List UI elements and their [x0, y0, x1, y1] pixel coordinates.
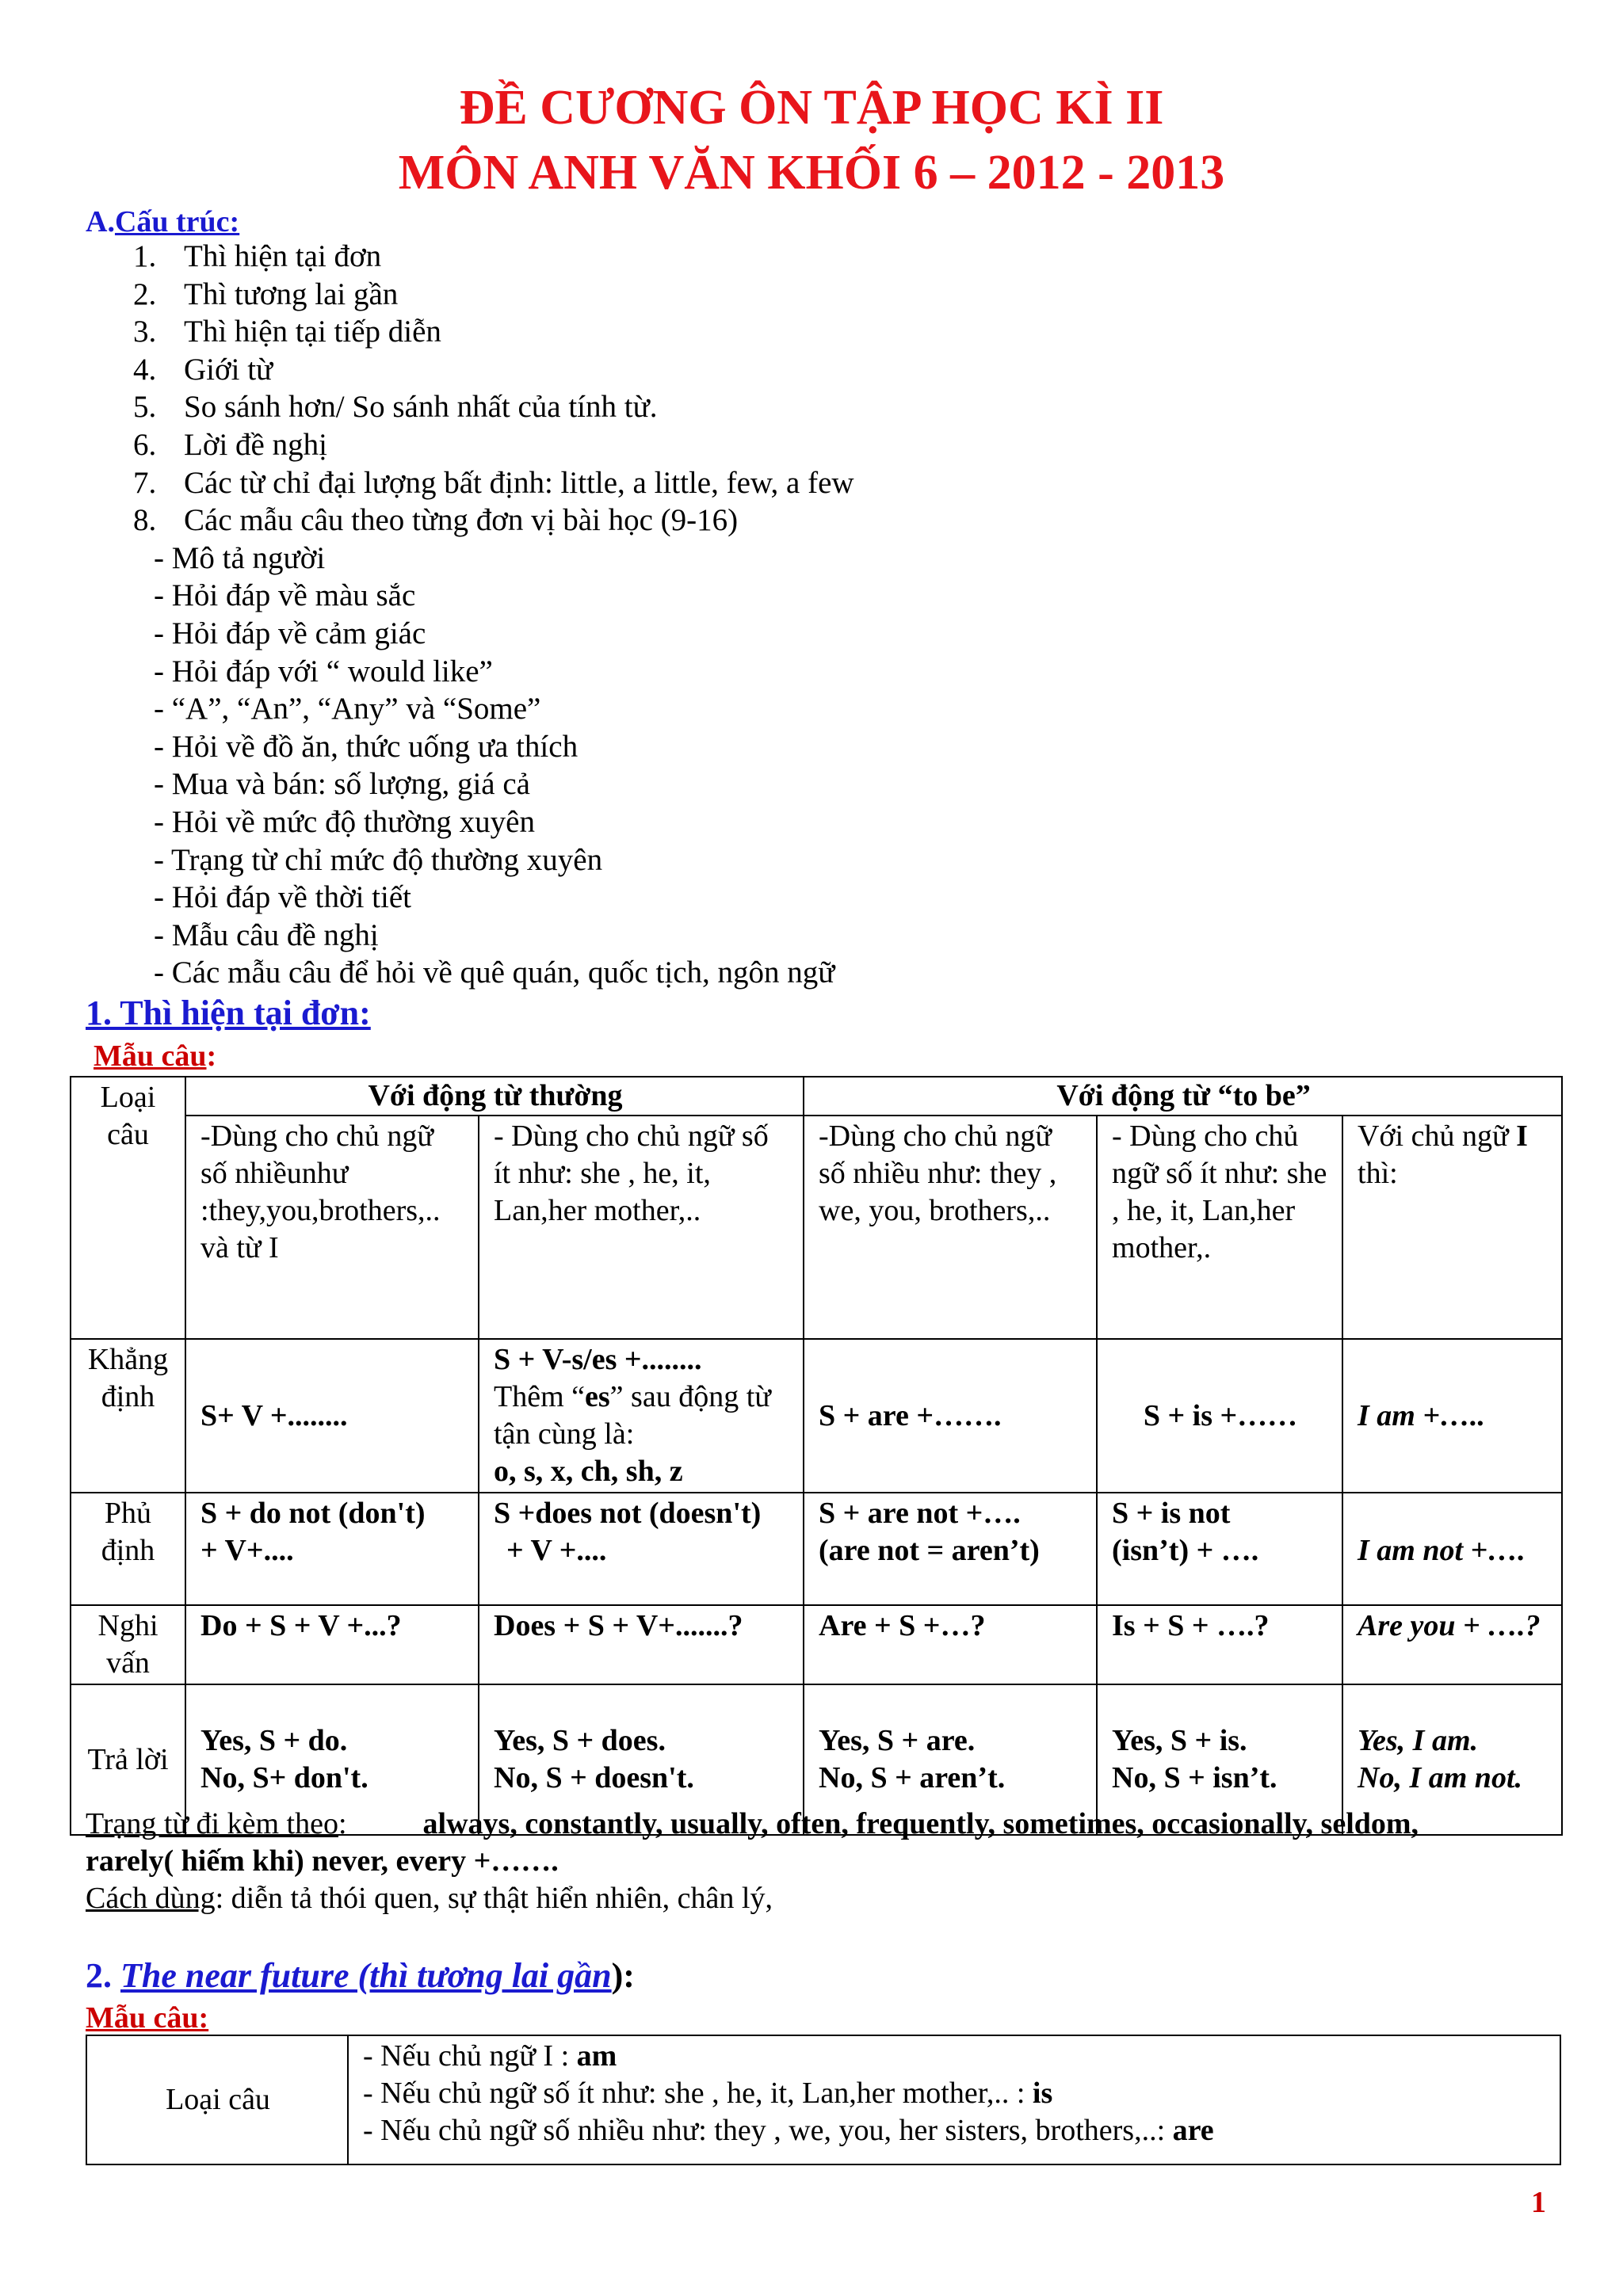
list-item: - Hỏi về đồ ăn, thức uống ưa thích	[154, 729, 579, 764]
table-cell: Does + S + V+.......?	[479, 1605, 804, 1684]
table-cell: Phủ định	[71, 1493, 185, 1605]
table-cell: S +does not (doesn't) + V +....	[479, 1493, 804, 1605]
list-item: - Hỏi đáp về màu sắc	[154, 578, 416, 613]
doc-title-line2: MÔN ANH VĂN KHỐI 6 – 2012 - 2013	[398, 146, 1225, 200]
table-cell: Yes, I am. No, I am not.	[1342, 1684, 1562, 1835]
list-item: - Mô tả người	[154, 540, 326, 575]
table-cell: I am not +….	[1342, 1493, 1562, 1605]
table-header-tobe: Với động từ “to be”	[804, 1077, 1562, 1116]
table-cell: Loại câu	[71, 1077, 185, 1339]
section1-heading: 1. Thì hiện tại đơn:	[86, 994, 371, 1032]
table-cell: Yes, S + is. No, S + isn’t.	[1097, 1684, 1342, 1835]
list-item: - Các mẫu câu để hỏi về quê quán, quốc tịch, ngôn ngữ	[154, 955, 835, 990]
table-cell: S + is +……	[1097, 1339, 1342, 1493]
table-cell: S + do not (don't) + V+....	[185, 1493, 479, 1605]
table-cell: Khẳng định	[71, 1339, 185, 1493]
table-cell: S + are not +…. (are not = aren’t)	[804, 1493, 1097, 1605]
table-cell: Yes, S + does. No, S + doesn't.	[479, 1684, 804, 1835]
table-row	[71, 1605, 1562, 1684]
adverbs-line1: Trạng từ đi kèm theo: always, constantly, usually, often, frequently, sometimes, occasionally, seldom,	[86, 1807, 1419, 1840]
table-cell: Loại câu	[86, 2035, 348, 2164]
table-cell: - Nếu chủ ngữ I : am - Nếu chủ ngữ số ít như: she , he, it, Lan,her mother,.. : is - Nếu chủ ngữ số nhiều như: they , we, you, her sisters, brothers,..: are	[348, 2035, 1560, 2164]
adverbs-line2: rarely( hiếm khi) never, every +…….	[86, 1844, 559, 1878]
table-cell: -Dùng cho chủ ngữ số nhiềunhư :they,you,brothers,.. và từ I	[185, 1116, 479, 1339]
table-row	[71, 1116, 1562, 1339]
table-cell: Is + S + ….?	[1097, 1605, 1342, 1684]
list-item: - Hỏi đáp về thời tiết	[154, 880, 411, 915]
table-row	[71, 1493, 1562, 1605]
table-cell: I am +…..	[1342, 1339, 1562, 1493]
table-cell: Are you + ….?	[1342, 1605, 1562, 1684]
list-item: - “A”, “An”, “Any” và “Some”	[154, 692, 541, 727]
list-item: - Mua và bán: số lượng, giá cả	[154, 767, 530, 802]
section2-pattern-label: Mẫu câu:	[86, 2001, 209, 2035]
table-cell: - Dùng cho chủ ngữ số ít như: she , he, it, Lan,her mother,.	[1097, 1116, 1342, 1339]
table-cell: Với chủ ngữ I thì:	[1342, 1116, 1562, 1339]
table-cell: Yes, S + are. No, S + aren’t.	[804, 1684, 1097, 1835]
table-cell: Do + S + V +...?	[185, 1605, 479, 1684]
document-page: ĐỀ CƯƠNG ÔN TẬP HỌC KÌ II MÔN ANH VĂN KHỐI 6 – 2012 - 2013 A.Cấu trúc: 1. Thì hiện tại đơn 2. Thì tương lai gần 3. Thì hiện tại tiếp diễn 4. Giới từ 5. So sánh hơn/ So sánh nhất của tính từ. 6. Lời đề nghị 7. Các từ chỉ đại lượng bất định: little, a little, few, a few 8. Các mẫu câu theo từng đơn vị bài học (9-16) - Mô tả người - Hỏi đáp về màu sắc - Hỏi đáp về cảm giác - Hỏi đáp với “ would like” - “A”, “An”, “Any” và “Some” - Hỏi về đồ ăn, thức uống ưa thích - Mua và bán: số lượng, giá cả - Hỏi về mức độ thường xuyên - Trạng từ chỉ mức độ thường xuyên - Hỏi đáp về thời tiết - Mẫu câu đề nghị - Các mẫu câu để hỏi về quê quán, quốc tịch, ngôn ngữ 1. Thì hiện tại đơn: Mẫu câu: Loại câu Với động từ thường Với động từ “to be” -Dùng cho chủ ngữ số nhiềunhư :they,you,brothers,.. và từ I - Dùng cho chủ ngữ số ít như: she , he, it, Lan,her mother,.. -Dùng cho chủ ngữ số nhiều như: they , we, you, brothers,.. - Dùng cho chủ ngữ số ít như: she , he, it, Lan,her mother,. Với chủ ngữ I thì: Khẳng định S+ V +........ S + V-s/es +........ Thêm “es” sau động từ tận cùng là: o, s, x, ch, sh, z S + are +……. S + is +…… I am +….. Phủ định S + do not (don't) + V+.... S +does not (doesn't) + V +.... S + are not +…. (are not = aren’t) S + is not (isn’t) + …. I am not +…. Nghi vấn Do + S + V +...? Does + S + V+.......? Are + S +…? Is + S + ….? Are you + ….? Trả lời Yes, S + do. No, S+ don't. Yes, S + does. No, S + doesn't. Yes, S + are. No, S + aren’t. Yes, S + is. No, S + isn’t. Yes, I am. No, I am not. Trạng từ đi kèm theo: always, constantly, usually, often, frequently, sometimes, occasionally, seldom, rarely( hiếm khi) never, every +……. Cách dùng: diễn tả thói quen, sự thật hiển nhiên, chân lý, 2. The near future (thì tương lai gần): Mẫu câu: Loại câu - Nếu chủ ngữ I : am - Nếu chủ ngữ số ít như: she , he, it, Lan,her mother,.. : is - Nếu chủ ngữ số nhiều như: they , we, you, her sisters, brothers,..: are 1	[0, 0, 1623, 2296]
usage-line: Cách dùng: diễn tả thói quen, sự thật hiển nhiên, chân lý,	[86, 1882, 773, 1915]
table-row	[71, 1339, 1562, 1493]
list-item: - Mẫu câu đề nghị	[154, 917, 379, 952]
list-item: - Hỏi đáp với “ would like”	[154, 654, 493, 688]
list-item: - Trạng từ chỉ mức độ thường xuyên	[154, 842, 603, 877]
present-simple-table	[70, 1076, 1563, 1836]
section1-pattern-label: Mẫu câu:	[94, 1039, 217, 1073]
table-cell: Trả lời	[71, 1684, 185, 1835]
doc-title-line1: ĐỀ CƯƠNG ÔN TẬP HỌC KÌ II	[459, 81, 1164, 135]
table-cell: S + is not (isn’t) + ….	[1097, 1493, 1342, 1605]
table-header-regular: Với động từ thường	[185, 1077, 804, 1116]
page-number: 1	[1531, 2186, 1546, 2219]
table-cell: S + are +…….	[804, 1339, 1097, 1493]
table-cell: S + V-s/es +........ Thêm “es” sau động từ tận cùng là: o, s, x, ch, sh, z	[479, 1339, 804, 1493]
section2-heading: 2. The near future (thì tương lai gần):	[86, 1956, 635, 1995]
table-cell: S+ V +........	[185, 1339, 479, 1493]
table-cell: - Dùng cho chủ ngữ số ít như: she , he, it, Lan,her mother,..	[479, 1116, 804, 1339]
table-cell: Are + S +…?	[804, 1605, 1097, 1684]
table-cell: Yes, S + do. No, S+ don't.	[185, 1684, 479, 1835]
table-cell: -Dùng cho chủ ngữ số nhiều như: they , we, you, brothers,..	[804, 1116, 1097, 1339]
table-row	[86, 2035, 1560, 2164]
table-cell: Nghi vấn	[71, 1605, 185, 1684]
section-a-heading: A.Cấu trúc:	[86, 205, 240, 238]
list-item: - Hỏi đáp về cảm giác	[154, 616, 426, 650]
list-item: - Hỏi về mức độ thường xuyên	[154, 805, 535, 839]
near-future-table	[86, 2035, 1561, 2165]
table-row	[71, 1077, 1562, 1116]
